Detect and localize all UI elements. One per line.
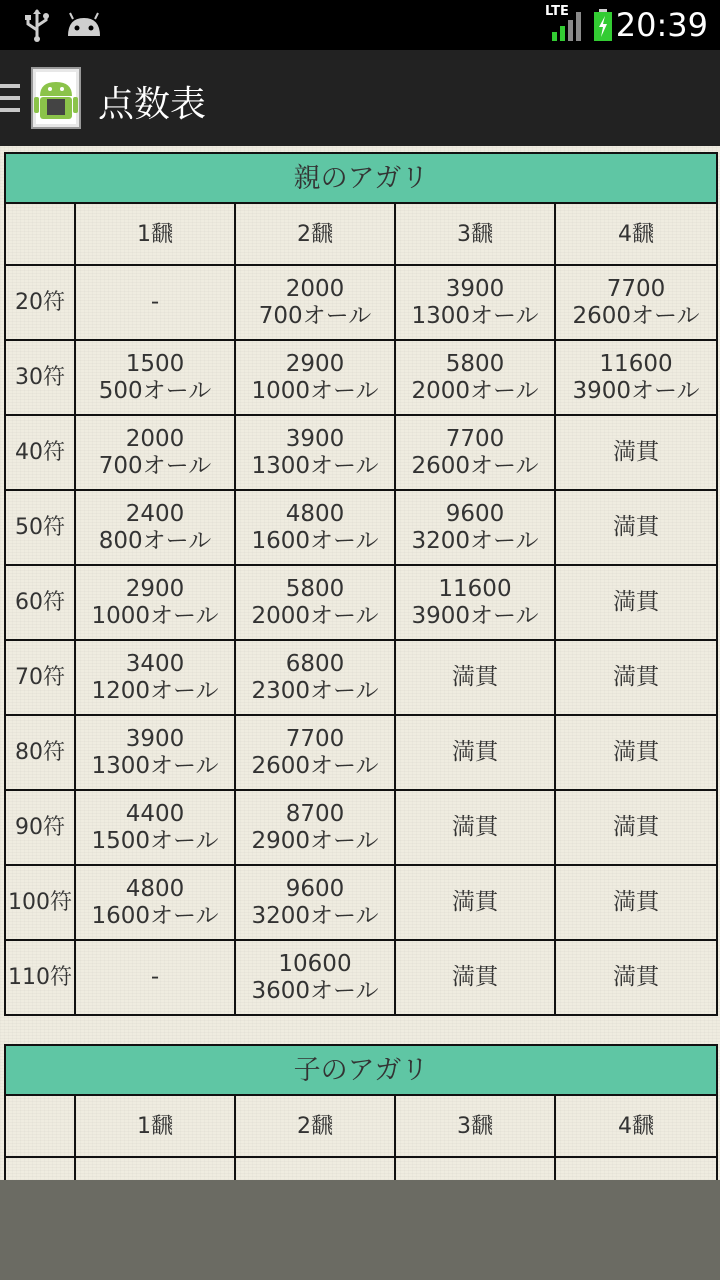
score-value: -: [150, 289, 160, 315]
score-cell: [75, 265, 235, 340]
score-value: 10600: [278, 950, 352, 977]
score-all-value: 500オール: [98, 377, 212, 404]
score-all-value: 1300オール: [91, 752, 219, 779]
score-cell: [555, 940, 717, 1015]
android-debug-icon: [64, 10, 104, 40]
fu-label: 30符: [5, 340, 75, 415]
table-row: [5, 340, 717, 415]
score-value: 2000: [285, 275, 345, 302]
score-all-value: 3200オール: [251, 902, 379, 929]
score-cell: [555, 640, 717, 715]
score-cell: [235, 265, 395, 340]
fu-label: 110符: [5, 940, 75, 1015]
score-value: 満貫: [452, 964, 498, 990]
table-row: [5, 415, 717, 490]
score-cell: [395, 940, 555, 1015]
fu-label: 40符: [5, 415, 75, 490]
fu-label: 20符: [5, 265, 75, 340]
score-cell: [395, 265, 555, 340]
fu-label: 50符: [5, 490, 75, 565]
fu-label: 100符: [5, 865, 75, 940]
score-value: 7700: [285, 725, 345, 752]
score-cell: [395, 640, 555, 715]
clock: 20:39: [615, 6, 708, 44]
score-cell: [75, 940, 235, 1015]
score-value: 6800: [285, 650, 345, 677]
table-row: [5, 865, 717, 940]
score-value: 満貫: [613, 664, 659, 690]
score-all-value: 1300オール: [411, 302, 539, 329]
table-header-row: [5, 203, 717, 265]
table-row: [5, 490, 717, 565]
score-cell: [395, 340, 555, 415]
table-row: [5, 565, 717, 640]
score-value: 満貫: [613, 589, 659, 615]
score-value: 満貫: [452, 814, 498, 840]
score-value: 2400: [125, 500, 185, 527]
menu-icon[interactable]: [0, 84, 20, 112]
score-cell: [235, 340, 395, 415]
header-cell: 4飜: [555, 1095, 717, 1157]
score-cell: [235, 790, 395, 865]
score-cell: [395, 865, 555, 940]
score-cell: [75, 715, 235, 790]
score-value: 満貫: [452, 889, 498, 915]
header-cell: 3飜: [395, 203, 555, 265]
score-cell: [235, 640, 395, 715]
score-value: 4800: [125, 875, 185, 902]
bottom-overlay: [0, 1180, 720, 1280]
score-value: 満貫: [452, 739, 498, 765]
score-cell: [75, 415, 235, 490]
score-all-value: 3900オール: [572, 377, 700, 404]
score-value: 2900: [125, 575, 185, 602]
table-row: [5, 640, 717, 715]
score-cell: [555, 415, 717, 490]
score-all-value: 2600オール: [572, 302, 700, 329]
header-cell: [5, 203, 75, 265]
score-cell: [555, 565, 717, 640]
table-row: [5, 265, 717, 340]
score-cell: [75, 865, 235, 940]
score-value: 3900: [125, 725, 185, 752]
network-type-label: LTE: [545, 4, 569, 19]
score-all-value: 2600オール: [251, 752, 379, 779]
score-all-value: 700オール: [258, 302, 372, 329]
header-cell: 2飜: [235, 1095, 395, 1157]
fu-label: 70符: [5, 640, 75, 715]
score-all-value: 2600オール: [411, 452, 539, 479]
score-value: 8700: [285, 800, 345, 827]
score-value: 満貫: [613, 439, 659, 465]
score-value: 5800: [285, 575, 345, 602]
score-all-value: 2900オール: [251, 827, 379, 854]
child-table-caption: 子のアガリ: [5, 1045, 717, 1095]
score-all-value: 2000オール: [411, 377, 539, 404]
score-cell: [235, 865, 395, 940]
score-value: 満貫: [613, 514, 659, 540]
action-bar: [0, 50, 720, 146]
score-cell: [555, 265, 717, 340]
fu-label: 80符: [5, 715, 75, 790]
signal-icon: [550, 8, 586, 42]
header-cell: 3飜: [395, 1095, 555, 1157]
score-all-value: 800オール: [98, 527, 212, 554]
score-value: 4400: [125, 800, 185, 827]
score-cell: [555, 865, 717, 940]
fu-label: 60符: [5, 565, 75, 640]
score-value: -: [150, 964, 160, 990]
dealer-score-table: [4, 152, 718, 1016]
header-cell: [5, 1095, 75, 1157]
score-value: 11600: [438, 575, 512, 602]
score-value: 満貫: [613, 889, 659, 915]
score-cell: [75, 340, 235, 415]
score-cell: [235, 715, 395, 790]
score-value: 3400: [125, 650, 185, 677]
score-cell: [75, 490, 235, 565]
score-all-value: 700オール: [98, 452, 212, 479]
header-cell: 1飜: [75, 203, 235, 265]
score-value: 4800: [285, 500, 345, 527]
score-all-value: 2000オール: [251, 602, 379, 629]
score-cell: [75, 640, 235, 715]
score-value: 5800: [445, 350, 505, 377]
score-all-value: 1000オール: [91, 602, 219, 629]
score-cell: [75, 790, 235, 865]
battery-charging-icon: [592, 8, 614, 42]
usb-icon: [22, 8, 52, 42]
app-icon[interactable]: [30, 66, 82, 130]
score-table-content[interactable]: [0, 146, 720, 1180]
header-cell: 4飜: [555, 203, 717, 265]
score-all-value: 1000オール: [251, 377, 379, 404]
score-cell: [235, 415, 395, 490]
score-all-value: 1500オール: [91, 827, 219, 854]
score-cell: [555, 490, 717, 565]
score-cell: [235, 940, 395, 1015]
score-cell: [235, 490, 395, 565]
score-value: 3900: [285, 425, 345, 452]
score-cell: [395, 715, 555, 790]
score-cell: [235, 565, 395, 640]
score-cell: [395, 790, 555, 865]
score-value: 3900: [445, 275, 505, 302]
score-all-value: 1200オール: [91, 677, 219, 704]
status-bar: [0, 0, 720, 50]
score-value: 7700: [606, 275, 666, 302]
score-cell: [75, 565, 235, 640]
score-cell: [555, 340, 717, 415]
score-value: 満貫: [613, 739, 659, 765]
table-row: [5, 790, 717, 865]
score-value: 満貫: [452, 664, 498, 690]
score-value: 7700: [445, 425, 505, 452]
score-cell: [395, 490, 555, 565]
header-cell: 2飜: [235, 203, 395, 265]
score-value: 2900: [285, 350, 345, 377]
score-all-value: 1600オール: [91, 902, 219, 929]
fu-label: 90符: [5, 790, 75, 865]
score-cell: [555, 790, 717, 865]
score-value: 9600: [285, 875, 345, 902]
header-cell: 1飜: [75, 1095, 235, 1157]
score-value: 満貫: [613, 964, 659, 990]
score-all-value: 3600オール: [251, 977, 379, 1004]
score-all-value: 2300オール: [251, 677, 379, 704]
score-cell: [395, 415, 555, 490]
table-row: [5, 715, 717, 790]
score-all-value: 3900オール: [411, 602, 539, 629]
score-all-value: 1300オール: [251, 452, 379, 479]
app-title: 点数表: [98, 84, 207, 125]
score-value: 11600: [599, 350, 673, 377]
score-value: 満貫: [613, 814, 659, 840]
score-all-value: 3200オール: [411, 527, 539, 554]
table-header-row: [5, 1095, 717, 1157]
score-all-value: 1600オール: [251, 527, 379, 554]
score-value: 1500: [125, 350, 185, 377]
table-row: [5, 940, 717, 1015]
score-cell: [555, 715, 717, 790]
score-value: 9600: [445, 500, 505, 527]
score-value: 2000: [125, 425, 185, 452]
dealer-table-caption: 親のアガリ: [5, 153, 717, 203]
score-cell: [395, 565, 555, 640]
